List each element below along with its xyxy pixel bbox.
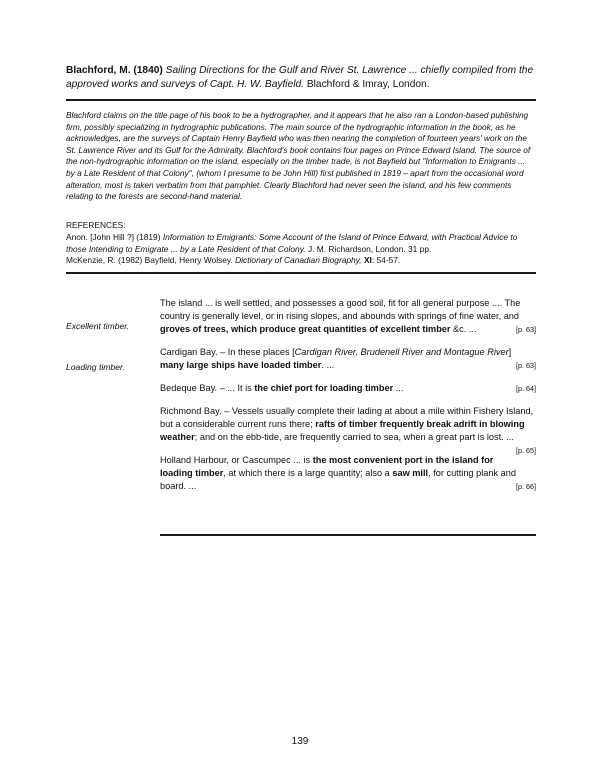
page-number: 139 — [291, 736, 309, 747]
reference-volume: XI — [363, 255, 372, 266]
passage-holland-harbour: Holland Harbour, or Cascumpec ... is the most convenient port in the island for loading timber, at which there is a large quantity; also a saw mill, for cutting plank and board. ... [p. 66] — [160, 455, 536, 491]
reference-tail: : 54-57. — [371, 255, 401, 266]
intro-paragraph: Blachford claims on the title page of his book to be a hydrographer, and it appears that he also ran a London-based publishing firm, possibly specializing in hydrographic publications. The main source of the hydrographic information in the book, as he acknowledges, are the surveys of Captain Henry Bayfield who was then nearing the completion of fourteen years' work on the St. Lawrence River and its Gulf for the Admiralty. Blachford's book contains four pages on Prince Edward Island. The source of the non-hydrographic information on the island, especially on the timber trade, is not Bayfield but "Information to Emigrants ... by a Late Resident of that Colony", (whom I presume to be John Hill) first published in 1819 – apart from the occasional word alteration, most is taken verbatim from that pamphlet. Clearly Blachford had never seen the island, and his few comments relating to the forests are second-hand material. — [66, 110, 531, 202]
page-reference: [p. 63] — [516, 325, 536, 334]
citation-title: Sailing Directions for the Gulf and River St. Lawrence ... chiefly compiled from the approved works and surveys of Capt. H. W. Bayfield. — [66, 65, 534, 90]
citation-heading — [66, 64, 536, 92]
page-reference: [p. 65] — [516, 446, 536, 455]
references-label: REFERENCES: — [66, 220, 126, 230]
passage-cardigan-bay: Cardigan Bay. – In these places [Cardigan River, Brudenell River and Montague River] many large ships have loaded timber. ... [p. 63] — [160, 347, 536, 370]
reference-item — [66, 232, 536, 256]
divider-bottom — [160, 534, 536, 536]
page-reference: [p. 66] — [516, 482, 536, 491]
page-reference: [p. 64] — [516, 384, 536, 393]
divider-top — [66, 99, 536, 101]
reference-tail: J. M. Richardson, London. 31 pp. — [307, 243, 432, 254]
reference-lead: McKenzie, R. (1982) Bayfield, Henry Wolsey. — [66, 255, 233, 266]
references-section — [66, 220, 536, 267]
citation-author-year: Blachford, M. (1840) — [66, 65, 163, 76]
citation-publisher: Blachford & Imray, London. — [306, 79, 430, 90]
side-label-excellent-timber: Excellent timber. — [66, 321, 130, 331]
reference-lead: Anon. [John Hill ?] (1819) — [66, 231, 161, 242]
passage-bedeque-bay: Bedeque Bay. – ... It is the chief port for loading timber ... [p. 64] — [160, 383, 536, 393]
reference-item — [66, 255, 536, 267]
reference-title: Dictionary of Canadian Biography, — [235, 255, 362, 266]
page-reference: [p. 63] — [516, 361, 536, 370]
passage-island: The island ... is well settled, and possesses a good soil, fit for all general purpose .... The country is generally level, or in rising slopes, and abounds with springs of fine water, and groves of trees, which produce great quantities of excellent timber &c. ... [p. 63] — [160, 298, 536, 334]
quoted-passages — [160, 297, 536, 503]
side-label-loading-timber: Loading timber. — [66, 362, 125, 372]
passage-richmond-bay: Richmond Bay. – Vessels usually complete their lading at about a mile within Fishery Island, but a considerable current runs there; rafts of timber frequently break adrift in blowing weather; and on the ebb-tide, are frequently carried to sea, when a great part is lost. ... [p. 65] — [160, 406, 536, 455]
divider-middle — [66, 272, 536, 274]
reference-title: Information to Emigrants: Some Account of the Island of Prince Edward, with Practical Advice to those Intending to Emigrate ... by a Late Resident of that Colony. — [66, 231, 518, 254]
